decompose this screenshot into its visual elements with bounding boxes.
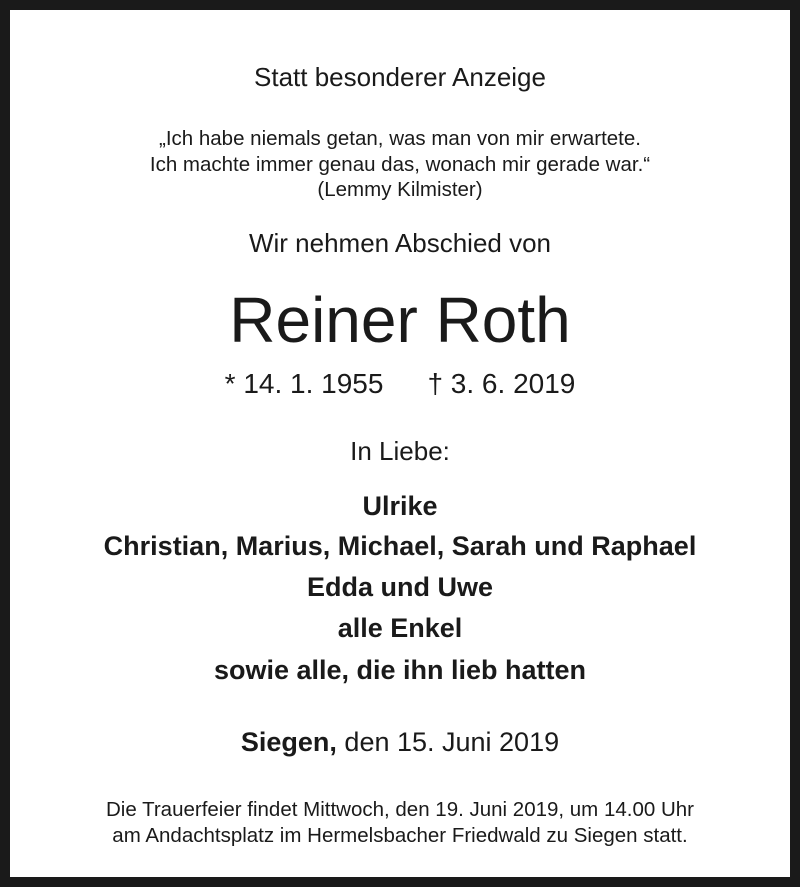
mourner-line: Christian, Marius, Michael, Sarah und Raphael: [103, 531, 697, 561]
life-dates: [10, 368, 790, 400]
service-info-line-1: Die Trauerfeier findet Mittwoch, den 19. Juni 2019, um 14.00 Uhr: [106, 798, 694, 821]
farewell-intro: Wir nehmen Abschied von: [248, 228, 552, 258]
mourner-line: alle Enkel: [337, 613, 463, 643]
quote-author: (Lemmy Kilmister): [317, 178, 483, 201]
quote-line-1: „Ich habe niemals getan, was man von mir erwartete.: [159, 127, 641, 150]
notice-date: den 15. Juni 2019: [344, 727, 560, 757]
mourner-line: Ulrike: [362, 491, 438, 521]
mourner-line: Edda und Uwe: [306, 572, 493, 602]
mourner-line: sowie alle, die ihn lieb hatten: [213, 655, 587, 685]
deceased-name: Reiner Roth: [229, 284, 571, 356]
death-date: † 3. 6. 2019: [427, 368, 576, 399]
in-love-line: In Liebe:: [350, 436, 450, 466]
quote-line-2: Ich machte immer genau das, wonach mir gerade war.“: [149, 153, 651, 176]
notice-header: Statt besonderer Anzeige: [254, 62, 546, 92]
place-and-date: [10, 727, 790, 758]
place-name: Siegen,: [240, 727, 337, 757]
service-info-line-2: am Andachtsplatz im Hermelsbacher Friedwald zu Siegen statt.: [112, 824, 688, 847]
birth-date: * 14. 1. 1955: [224, 368, 384, 399]
